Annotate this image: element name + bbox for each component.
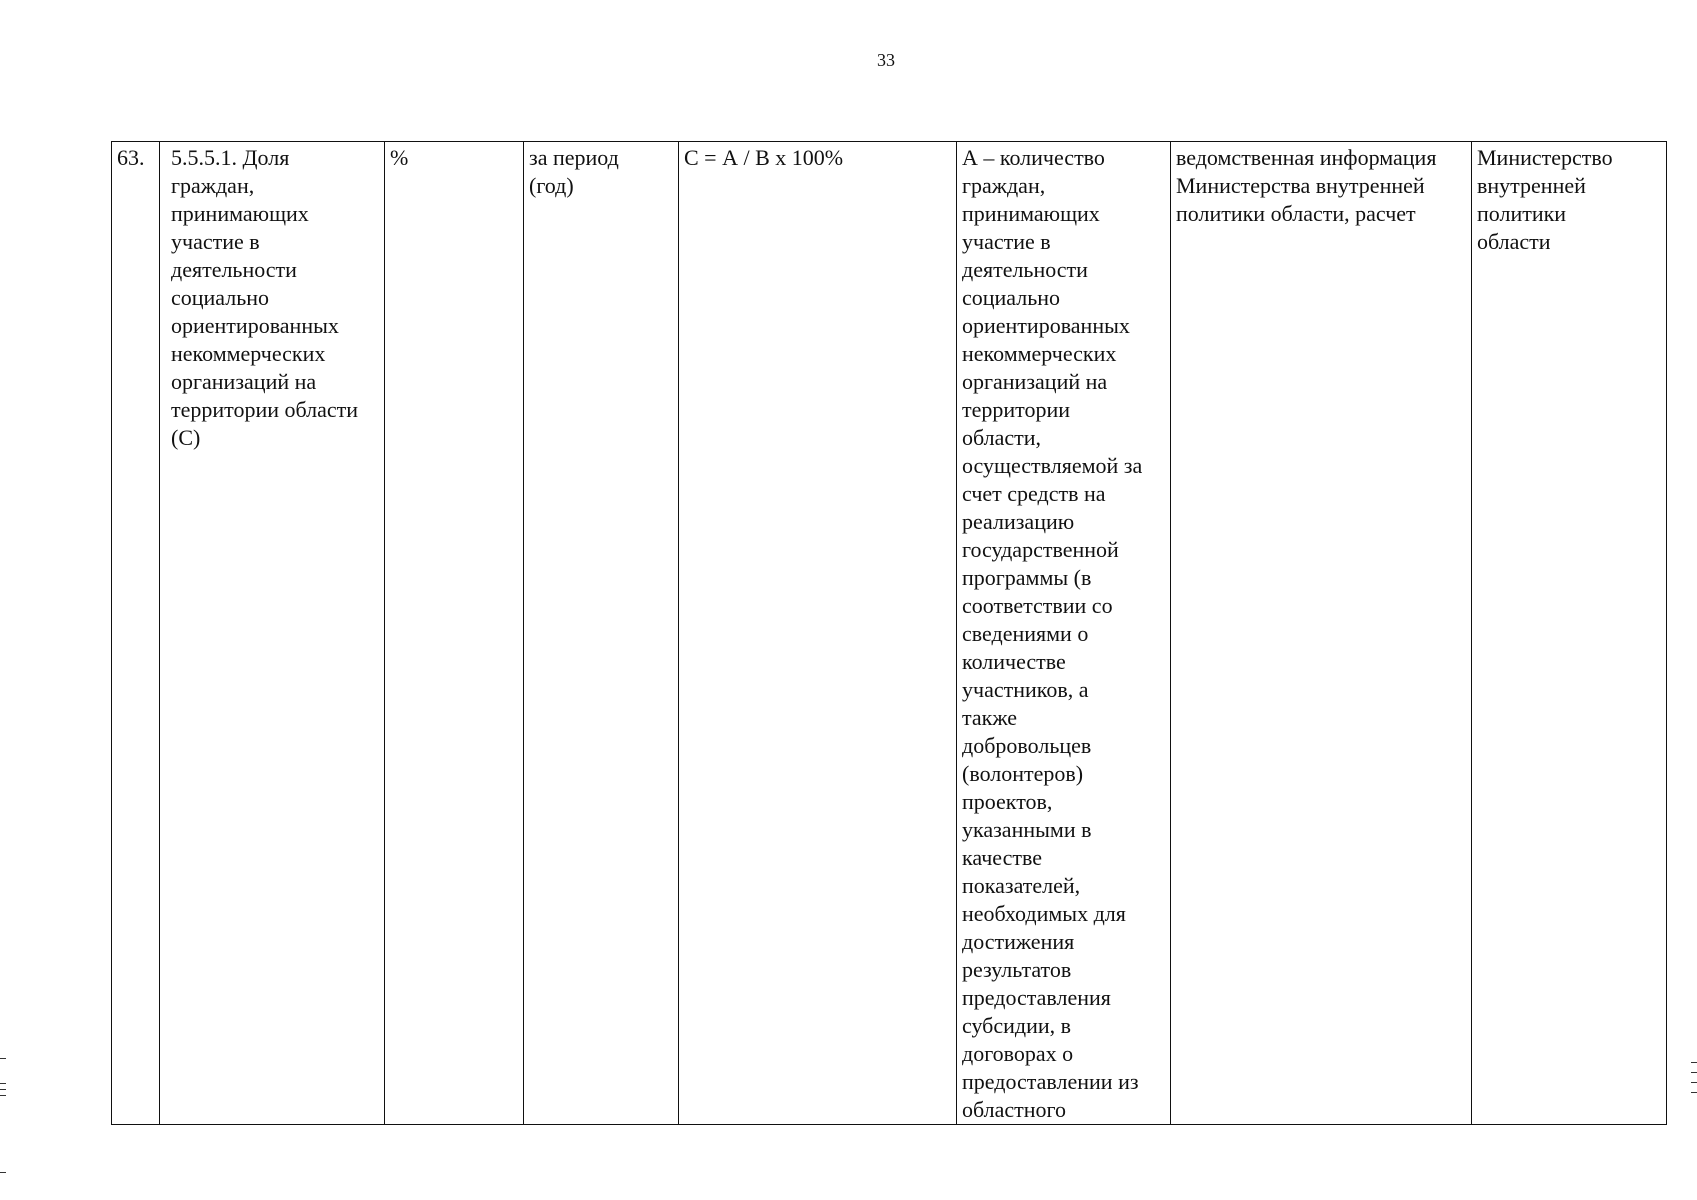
page-number: 33 <box>877 50 895 70</box>
source-cell <box>1171 142 1472 1125</box>
responsible-body: Министерство внутренней политики области <box>1477 145 1613 254</box>
responsible-cell <box>1472 142 1667 1125</box>
indicator-name-cell <box>160 142 385 1125</box>
data-source: ведомственная информация Министерства внутренней политики области, расчет <box>1176 145 1437 226</box>
variable-description: А – количество граждан, принимающих участие в деятельности социально ориентированных некоммерческих организаций на территории области, осуществляемой за счет средств на реализацию государственной программы (в соответствии со сведениями о количестве участников, а также добровольцев (волонтеров) проектов, указанными в качестве показателей, необходимых для достижения результатов предоставления субсидии, в договорах о предоставлении из областного <box>962 145 1143 1122</box>
description-cell <box>957 142 1171 1125</box>
period-cell <box>524 142 679 1125</box>
indicator-name: 5.5.5.1. Доля граждан, принимающих участие в деятельности социально ориентированных некоммерческих организаций на территории области (С) <box>171 145 359 450</box>
indicator-table <box>111 141 1667 1125</box>
margin-mark <box>1691 1092 1697 1093</box>
unit-of-measure: % <box>390 145 409 170</box>
margin-mark <box>1691 1082 1697 1083</box>
row-number: 63. <box>117 145 145 170</box>
formula: С = А / В х 100% <box>684 145 844 170</box>
period: за период (год) <box>529 145 619 198</box>
margin-mark <box>1691 1072 1697 1073</box>
unit-cell <box>385 142 524 1125</box>
margin-mark <box>0 1083 6 1084</box>
margin-mark <box>0 1089 6 1090</box>
margin-mark <box>0 1172 6 1173</box>
formula-cell <box>679 142 957 1125</box>
margin-mark <box>0 1095 6 1096</box>
margin-mark <box>0 1058 6 1059</box>
row-number-cell <box>112 142 160 1125</box>
margin-mark <box>1691 1062 1697 1063</box>
table-row <box>112 142 1667 1125</box>
